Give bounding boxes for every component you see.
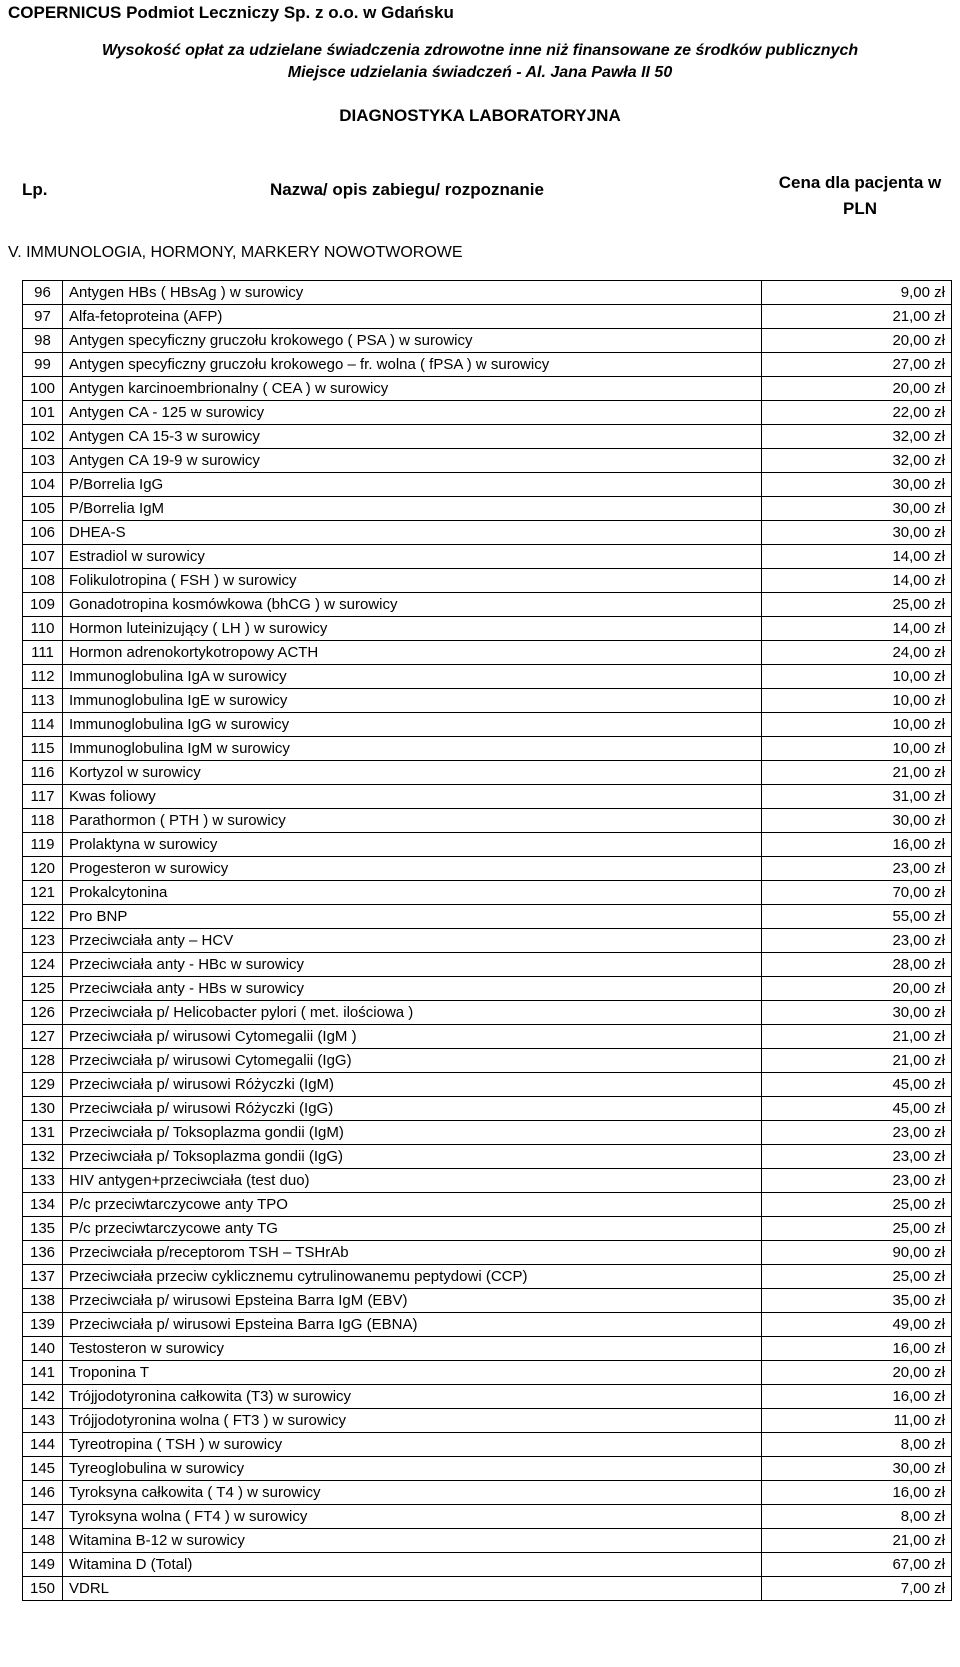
service-name: Przeciwciała p/receptorom TSH – TSHrAb xyxy=(63,1241,762,1265)
table-row xyxy=(23,1241,952,1265)
table-row xyxy=(23,1193,952,1217)
table-row xyxy=(23,809,952,833)
service-name: Estradiol w surowicy xyxy=(63,545,762,569)
service-price: 21,00 zł xyxy=(762,305,952,329)
service-name: Prolaktyna w surowicy xyxy=(63,833,762,857)
row-number: 120 xyxy=(23,857,63,881)
table-row xyxy=(23,1457,952,1481)
service-price: 23,00 zł xyxy=(762,857,952,881)
row-number: 110 xyxy=(23,617,63,641)
row-number: 127 xyxy=(23,1025,63,1049)
table-row xyxy=(23,1049,952,1073)
row-number: 107 xyxy=(23,545,63,569)
table-row xyxy=(23,929,952,953)
table-row xyxy=(23,1217,952,1241)
service-name: Przeciwciała p/ wirusowi Epsteina Barra IgM (EBV) xyxy=(63,1289,762,1313)
table-row xyxy=(23,305,952,329)
service-price: 30,00 zł xyxy=(762,1001,952,1025)
service-name: Przeciwciała anty - HBc w surowicy xyxy=(63,953,762,977)
service-name: Hormon luteinizujący ( LH ) w surowicy xyxy=(63,617,762,641)
row-number: 106 xyxy=(23,521,63,545)
service-name: Immunoglobulina IgM w surowicy xyxy=(63,737,762,761)
service-name: Przeciwciała p/ Toksoplazma gondii (IgM) xyxy=(63,1121,762,1145)
table-row xyxy=(23,761,952,785)
table-row xyxy=(23,377,952,401)
row-number: 119 xyxy=(23,833,63,857)
service-price: 25,00 zł xyxy=(762,1193,952,1217)
service-name: Immunoglobulina IgE w surowicy xyxy=(63,689,762,713)
service-price: 32,00 zł xyxy=(762,425,952,449)
table-row xyxy=(23,401,952,425)
row-number: 134 xyxy=(23,1193,63,1217)
service-name: Trójjodotyronina wolna ( FT3 ) w surowicy xyxy=(63,1409,762,1433)
row-number: 104 xyxy=(23,473,63,497)
service-price: 35,00 zł xyxy=(762,1289,952,1313)
service-price: 8,00 zł xyxy=(762,1433,952,1457)
table-row xyxy=(23,329,952,353)
service-price: 25,00 zł xyxy=(762,1265,952,1289)
row-number: 98 xyxy=(23,329,63,353)
row-number: 126 xyxy=(23,1001,63,1025)
row-number: 137 xyxy=(23,1265,63,1289)
table-row xyxy=(23,1265,952,1289)
row-number: 144 xyxy=(23,1433,63,1457)
row-number: 118 xyxy=(23,809,63,833)
row-number: 96 xyxy=(23,281,63,305)
table-row xyxy=(23,1169,952,1193)
table-row xyxy=(23,521,952,545)
table-row xyxy=(23,1409,952,1433)
service-name: Przeciwciała p/ wirusowi Różyczki (IgG) xyxy=(63,1097,762,1121)
service-name: Przeciwciała p/ wirusowi Cytomegalii (IgG) xyxy=(63,1049,762,1073)
row-number: 138 xyxy=(23,1289,63,1313)
row-number: 111 xyxy=(23,641,63,665)
service-price: 16,00 zł xyxy=(762,1481,952,1505)
service-price: 22,00 zł xyxy=(762,401,952,425)
service-price: 23,00 zł xyxy=(762,1145,952,1169)
service-price: 25,00 zł xyxy=(762,1217,952,1241)
service-price: 9,00 zł xyxy=(762,281,952,305)
service-name: Progesteron w surowicy xyxy=(63,857,762,881)
table-row xyxy=(23,1433,952,1457)
row-number: 129 xyxy=(23,1073,63,1097)
service-name: P/c przeciwtarczycowe anty TPO xyxy=(63,1193,762,1217)
row-number: 128 xyxy=(23,1049,63,1073)
row-number: 150 xyxy=(23,1577,63,1601)
service-price: 30,00 zł xyxy=(762,497,952,521)
service-name: Tyroksyna wolna ( FT4 ) w surowicy xyxy=(63,1505,762,1529)
service-name: Prokalcytonina xyxy=(63,881,762,905)
table-row xyxy=(23,1529,952,1553)
service-name: P/Borrelia IgG xyxy=(63,473,762,497)
service-name: P/c przeciwtarczycowe anty TG xyxy=(63,1217,762,1241)
table-row xyxy=(23,1145,952,1169)
row-number: 97 xyxy=(23,305,63,329)
table-row xyxy=(23,281,952,305)
row-number: 122 xyxy=(23,905,63,929)
table-row xyxy=(23,905,952,929)
service-name: Folikulotropina ( FSH ) w surowicy xyxy=(63,569,762,593)
table-row xyxy=(23,1481,952,1505)
row-number: 105 xyxy=(23,497,63,521)
service-price: 23,00 zł xyxy=(762,1121,952,1145)
service-price: 23,00 zł xyxy=(762,1169,952,1193)
service-price: 10,00 zł xyxy=(762,665,952,689)
row-number: 130 xyxy=(23,1097,63,1121)
service-name: DHEA-S xyxy=(63,521,762,545)
service-price: 10,00 zł xyxy=(762,713,952,737)
table-row xyxy=(23,1385,952,1409)
row-number: 115 xyxy=(23,737,63,761)
organization-name: COPERNICUS Podmiot Leczniczy Sp. z o.o. w Gdańsku xyxy=(8,3,454,22)
row-number: 100 xyxy=(23,377,63,401)
service-name: Przeciwciała anty – HCV xyxy=(63,929,762,953)
row-number: 125 xyxy=(23,977,63,1001)
service-price: 16,00 zł xyxy=(762,1385,952,1409)
service-name: Przeciwciała p/ Toksoplazma gondii (IgG) xyxy=(63,1145,762,1169)
service-name: Pro BNP xyxy=(63,905,762,929)
column-header-name: Nazwa/ opis zabiegu/ rozpoznanie xyxy=(270,180,544,199)
service-price: 70,00 zł xyxy=(762,881,952,905)
service-price: 45,00 zł xyxy=(762,1097,952,1121)
service-name: P/Borrelia IgM xyxy=(63,497,762,521)
service-name: Tyreoglobulina w surowicy xyxy=(63,1457,762,1481)
table-row xyxy=(23,977,952,1001)
service-name: Antygen karcinoembrionalny ( CEA ) w surowicy xyxy=(63,377,762,401)
table-row xyxy=(23,785,952,809)
row-number: 140 xyxy=(23,1337,63,1361)
table-row xyxy=(23,1121,952,1145)
row-number: 121 xyxy=(23,881,63,905)
table-row xyxy=(23,497,952,521)
service-location: Miejsce udzielania świadczeń - Al. Jana Pawła II 50 xyxy=(287,64,673,81)
row-number: 135 xyxy=(23,1217,63,1241)
price-table-body xyxy=(23,281,952,1601)
table-row xyxy=(23,1289,952,1313)
group-title: V. IMMUNOLOGIA, HORMONY, MARKERY NOWOTWOROWE xyxy=(8,244,463,261)
service-price: 30,00 zł xyxy=(762,473,952,497)
row-number: 124 xyxy=(23,953,63,977)
service-price: 16,00 zł xyxy=(762,1337,952,1361)
service-price: 25,00 zł xyxy=(762,593,952,617)
table-row xyxy=(23,737,952,761)
service-name: Przeciwciała p/ wirusowi Cytomegalii (IgM ) xyxy=(63,1025,762,1049)
service-name: Przeciwciała p/ wirusowi Różyczki (IgM) xyxy=(63,1073,762,1097)
service-price: 11,00 zł xyxy=(762,1409,952,1433)
table-row xyxy=(23,833,952,857)
table-row xyxy=(23,593,952,617)
service-name: Przeciwciała p/ Helicobacter pylori ( met. ilościowa ) xyxy=(63,1001,762,1025)
column-header-price-line-2: PLN xyxy=(843,199,877,218)
service-price: 20,00 zł xyxy=(762,977,952,1001)
service-name: Gonadotropina kosmówkowa (bhCG ) w surowicy xyxy=(63,593,762,617)
service-name: Witamina B-12 w surowicy xyxy=(63,1529,762,1553)
row-number: 102 xyxy=(23,425,63,449)
table-row xyxy=(23,1313,952,1337)
table-row xyxy=(23,857,952,881)
table-row xyxy=(23,1073,952,1097)
table-row xyxy=(23,1505,952,1529)
service-price: 8,00 zł xyxy=(762,1505,952,1529)
row-number: 136 xyxy=(23,1241,63,1265)
service-name: Witamina D (Total) xyxy=(63,1553,762,1577)
table-row xyxy=(23,473,952,497)
service-price: 30,00 zł xyxy=(762,1457,952,1481)
service-price: 20,00 zł xyxy=(762,377,952,401)
row-number: 109 xyxy=(23,593,63,617)
service-name: Tyroksyna całkowita ( T4 ) w surowicy xyxy=(63,1481,762,1505)
service-name: Immunoglobulina IgG w surowicy xyxy=(63,713,762,737)
service-name: Przeciwciała p/ wirusowi Epsteina Barra IgG (EBNA) xyxy=(63,1313,762,1337)
table-row xyxy=(23,665,952,689)
column-header-lp: Lp. xyxy=(22,180,48,199)
service-price: 55,00 zł xyxy=(762,905,952,929)
table-row xyxy=(23,641,952,665)
row-number: 114 xyxy=(23,713,63,737)
service-price: 27,00 zł xyxy=(762,353,952,377)
service-price: 32,00 zł xyxy=(762,449,952,473)
table-row xyxy=(23,953,952,977)
table-row xyxy=(23,353,952,377)
service-price: 16,00 zł xyxy=(762,833,952,857)
service-name: Trójjodotyronina całkowita (T3) w surowicy xyxy=(63,1385,762,1409)
service-name: Immunoglobulina IgA w surowicy xyxy=(63,665,762,689)
service-price: 20,00 zł xyxy=(762,1361,952,1385)
row-number: 145 xyxy=(23,1457,63,1481)
row-number: 141 xyxy=(23,1361,63,1385)
row-number: 108 xyxy=(23,569,63,593)
service-price: 49,00 zł xyxy=(762,1313,952,1337)
service-name: Antygen CA 15-3 w surowicy xyxy=(63,425,762,449)
service-price: 31,00 zł xyxy=(762,785,952,809)
row-number: 132 xyxy=(23,1145,63,1169)
service-name: Troponina T xyxy=(63,1361,762,1385)
service-price: 67,00 zł xyxy=(762,1553,952,1577)
row-number: 113 xyxy=(23,689,63,713)
row-number: 112 xyxy=(23,665,63,689)
table-row xyxy=(23,1001,952,1025)
row-number: 131 xyxy=(23,1121,63,1145)
table-row xyxy=(23,449,952,473)
row-number: 101 xyxy=(23,401,63,425)
table-row xyxy=(23,1553,952,1577)
service-name: Kortyzol w surowicy xyxy=(63,761,762,785)
table-row xyxy=(23,425,952,449)
row-number: 123 xyxy=(23,929,63,953)
row-number: 149 xyxy=(23,1553,63,1577)
service-name: Testosteron w surowicy xyxy=(63,1337,762,1361)
table-row xyxy=(23,545,952,569)
service-price: 23,00 zł xyxy=(762,929,952,953)
service-price: 30,00 zł xyxy=(762,809,952,833)
service-price: 14,00 zł xyxy=(762,617,952,641)
table-row xyxy=(23,689,952,713)
service-name: Kwas foliowy xyxy=(63,785,762,809)
row-number: 143 xyxy=(23,1409,63,1433)
price-table xyxy=(22,280,952,1601)
row-number: 142 xyxy=(23,1385,63,1409)
service-name: Przeciwciała anty - HBs w surowicy xyxy=(63,977,762,1001)
row-number: 146 xyxy=(23,1481,63,1505)
table-row xyxy=(23,1337,952,1361)
table-row xyxy=(23,1577,952,1601)
service-name: Hormon adrenokortykotropowy ACTH xyxy=(63,641,762,665)
service-price: 30,00 zł xyxy=(762,521,952,545)
service-name: Przeciwciała przeciw cyklicznemu cytrulinowanemu peptydowi (CCP) xyxy=(63,1265,762,1289)
service-price: 14,00 zł xyxy=(762,569,952,593)
row-number: 117 xyxy=(23,785,63,809)
row-number: 147 xyxy=(23,1505,63,1529)
service-price: 20,00 zł xyxy=(762,329,952,353)
service-name: Tyreotropina ( TSH ) w surowicy xyxy=(63,1433,762,1457)
column-header-price-line-1: Cena dla pacjenta w xyxy=(778,173,942,192)
service-name: Antygen CA - 125 w surowicy xyxy=(63,401,762,425)
service-price: 7,00 zł xyxy=(762,1577,952,1601)
service-name: VDRL xyxy=(63,1577,762,1601)
row-number: 99 xyxy=(23,353,63,377)
row-number: 103 xyxy=(23,449,63,473)
service-price: 21,00 zł xyxy=(762,761,952,785)
service-name: Antygen CA 19-9 w surowicy xyxy=(63,449,762,473)
table-row xyxy=(23,881,952,905)
table-row xyxy=(23,569,952,593)
table-row xyxy=(23,713,952,737)
service-price: 90,00 zł xyxy=(762,1241,952,1265)
document-subtitle: Wysokość opłat za udzielane świadczenia zdrowotne inne niż finansowane ze środków publicznych xyxy=(101,42,859,59)
service-price: 28,00 zł xyxy=(762,953,952,977)
section-title: DIAGNOSTYKA LABORATORYJNA xyxy=(339,106,621,125)
service-name: Alfa-fetoproteina (AFP) xyxy=(63,305,762,329)
service-name: Antygen HBs ( HBsAg ) w surowicy xyxy=(63,281,762,305)
service-price: 14,00 zł xyxy=(762,545,952,569)
service-name: Antygen specyficzny gruczołu krokowego ( PSA ) w surowicy xyxy=(63,329,762,353)
service-price: 10,00 zł xyxy=(762,689,952,713)
service-price: 10,00 zł xyxy=(762,737,952,761)
table-row xyxy=(23,1025,952,1049)
table-row xyxy=(23,1097,952,1121)
service-price: 45,00 zł xyxy=(762,1073,952,1097)
column-header-price xyxy=(760,170,960,222)
row-number: 116 xyxy=(23,761,63,785)
service-price: 24,00 zł xyxy=(762,641,952,665)
service-name: HIV antygen+przeciwciała (test duo) xyxy=(63,1169,762,1193)
table-row xyxy=(23,1361,952,1385)
service-price: 21,00 zł xyxy=(762,1529,952,1553)
row-number: 139 xyxy=(23,1313,63,1337)
service-name: Parathormon ( PTH ) w surowicy xyxy=(63,809,762,833)
table-row xyxy=(23,617,952,641)
service-price: 21,00 zł xyxy=(762,1025,952,1049)
service-price: 21,00 zł xyxy=(762,1049,952,1073)
service-name: Antygen specyficzny gruczołu krokowego – fr. wolna ( fPSA ) w surowicy xyxy=(63,353,762,377)
row-number: 148 xyxy=(23,1529,63,1553)
row-number: 133 xyxy=(23,1169,63,1193)
